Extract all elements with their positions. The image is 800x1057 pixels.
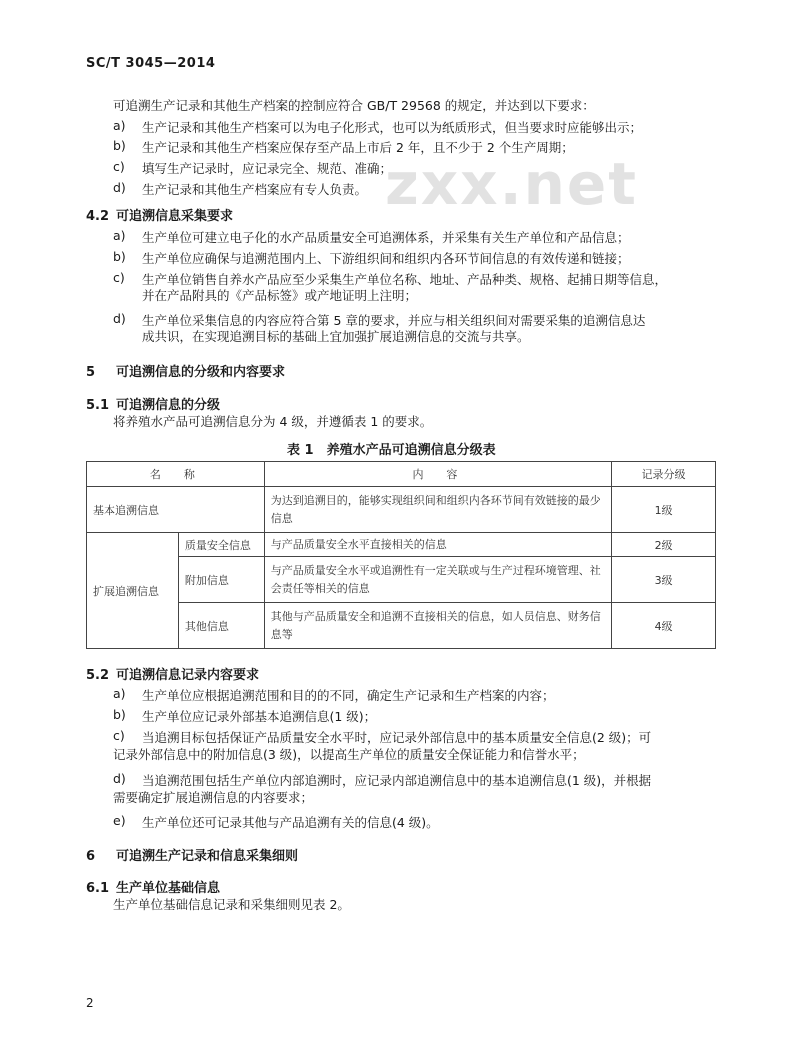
section-heading-5 <box>86 361 285 380</box>
grading-table <box>86 461 716 649</box>
cell-content: 其他与产品质量安全和追溯不直接相关的信息，如人员信息、财务信息等 <box>264 603 611 649</box>
cell-name: 扩展追溯信息 <box>87 533 179 649</box>
list-text: 生产单位销售自养水产品应至少采集生产单位名称、地址、产品种类、规格、起捕日期等信息， <box>142 272 668 287</box>
table-row <box>87 603 716 649</box>
paragraph: 将养殖水产品可追溯信息分为 4 级，并遵循表 1 的要求。 <box>113 414 433 429</box>
section-title: 可追溯信息采集要求 <box>116 209 234 224</box>
list-label: b) <box>113 249 126 264</box>
section-title: 可追溯生产记录和信息采集细则 <box>116 849 299 864</box>
cell-grade: 2级 <box>612 533 716 557</box>
list-label: b) <box>113 138 126 153</box>
watermark: zxx.net <box>385 150 638 218</box>
list-text-continued: 成共识，在实现追溯目标的基础上宜加强扩展追溯信息的交流与共享。 <box>142 329 530 344</box>
cell-name: 基本追溯信息 <box>87 487 265 533</box>
section-heading-6-1 <box>86 877 220 896</box>
section-title: 可追溯信息的分级和内容要求 <box>116 365 286 380</box>
list-text-continued: 并在产品附具的《产品标签》或产地证明上注明； <box>142 288 418 303</box>
page-number: 2 <box>86 996 94 1010</box>
table-row <box>87 487 716 533</box>
table-row <box>87 533 716 557</box>
standard-code: SC/T 3045—2014 <box>86 56 216 71</box>
section-heading-5-2 <box>86 664 259 683</box>
section-heading-5-1 <box>86 394 220 413</box>
header-grade: 记录分级 <box>612 462 716 487</box>
cell-grade: 1级 <box>612 487 716 533</box>
list-text: 生产单位应确保与追溯范围内上、下游组织间和组织内各环节间信息的有效传递和链接； <box>142 251 630 266</box>
list-label: d) <box>113 311 126 326</box>
cell-subcategory: 质量安全信息 <box>178 533 264 557</box>
list-text: 当追溯范围包括生产单位内部追溯时，应记录内部追溯信息中的基本追溯信息(1 级)，并根据 <box>142 773 652 788</box>
header-content: 内 容 <box>264 462 611 487</box>
section-number: 6 <box>86 849 96 864</box>
list-text: 生产单位应根据追溯范围和目的的不同，确定生产记录和生产档案的内容； <box>142 688 555 703</box>
list-label: a) <box>113 228 126 243</box>
cell-content: 为达到追溯目的，能够实现组织间和组织内各环节间有效链接的最少信息 <box>264 487 611 533</box>
list-label: c) <box>113 728 125 743</box>
list-label: a) <box>113 686 126 701</box>
list-label: d) <box>113 180 126 195</box>
section-number: 5.1 <box>86 398 110 413</box>
list-text: 生产单位应记录外部基本追溯信息(1 级)； <box>142 709 377 724</box>
cell-grade: 3级 <box>612 557 716 603</box>
list-text: 生产记录和其他生产档案可以为电子化形式，也可以为纸质形式，但当要求时应能够出示； <box>142 120 643 135</box>
list-text: 填写生产记录时，应记录完全、规范、准确； <box>142 161 393 176</box>
section-title: 生产单位基础信息 <box>116 881 221 896</box>
section-title: 可追溯信息记录内容要求 <box>116 668 260 683</box>
list-label: b) <box>113 707 126 722</box>
list-label: e) <box>113 813 126 828</box>
list-label: d) <box>113 771 126 786</box>
list-label: c) <box>113 159 125 174</box>
list-text: 生产记录和其他生产档案应有专人负责。 <box>142 182 368 197</box>
section-number: 4.2 <box>86 209 110 224</box>
list-text-continued: 需要确定扩展追溯信息的内容要求； <box>113 790 314 805</box>
list-text-continued: 记录外部信息中的附加信息(3 级)，以提高生产单位的质量安全保证能力和信誉水平； <box>113 747 585 762</box>
section-number: 5 <box>86 365 96 380</box>
archive-control-intro: 可追溯生产记录和其他生产档案的控制应符合 GB/T 29568 的规定，并达到以下要求： <box>113 98 595 113</box>
list-text: 生产记录和其他生产档案应保存至产品上市后 2 年，且不少于 2 个生产周期； <box>142 140 574 155</box>
cell-subcategory: 其他信息 <box>178 603 264 649</box>
table-header-row <box>87 462 716 487</box>
section-number: 6.1 <box>86 881 110 896</box>
cell-subcategory: 附加信息 <box>178 557 264 603</box>
cell-content: 与产品质量安全水平直接相关的信息 <box>264 533 611 557</box>
section-heading-4-2 <box>86 205 233 224</box>
section-title: 可追溯信息的分级 <box>116 398 221 413</box>
cell-grade: 4级 <box>612 603 716 649</box>
list-text: 生产单位可建立电子化的水产品质量安全可追溯体系，并采集有关生产单位和产品信息； <box>142 230 630 245</box>
cell-content: 与产品质量安全水平或追溯性有一定关联或与生产过程环境管理、社会责任等相关的信息 <box>264 557 611 603</box>
paragraph: 生产单位基础信息记录和采集细则见表 2。 <box>113 897 350 912</box>
list-label: a) <box>113 118 126 133</box>
list-text: 生产单位还可记录其他与产品追溯有关的信息(4 级)。 <box>142 815 439 830</box>
table-row <box>87 557 716 603</box>
list-text: 当追溯目标包括保证产品质量安全水平时，应记录外部信息中的基本质量安全信息(2 级)；可 <box>142 730 652 745</box>
section-heading-6 <box>86 845 298 864</box>
table-caption: 表 1 养殖水产品可追溯信息分级表 <box>287 443 496 458</box>
list-text: 生产单位采集信息的内容应符合第 5 章的要求，并应与相关组织间对需要采集的追溯信息达 <box>142 313 646 328</box>
header-name: 名 称 <box>87 462 265 487</box>
section-number: 5.2 <box>86 668 110 683</box>
list-label: c) <box>113 270 125 285</box>
